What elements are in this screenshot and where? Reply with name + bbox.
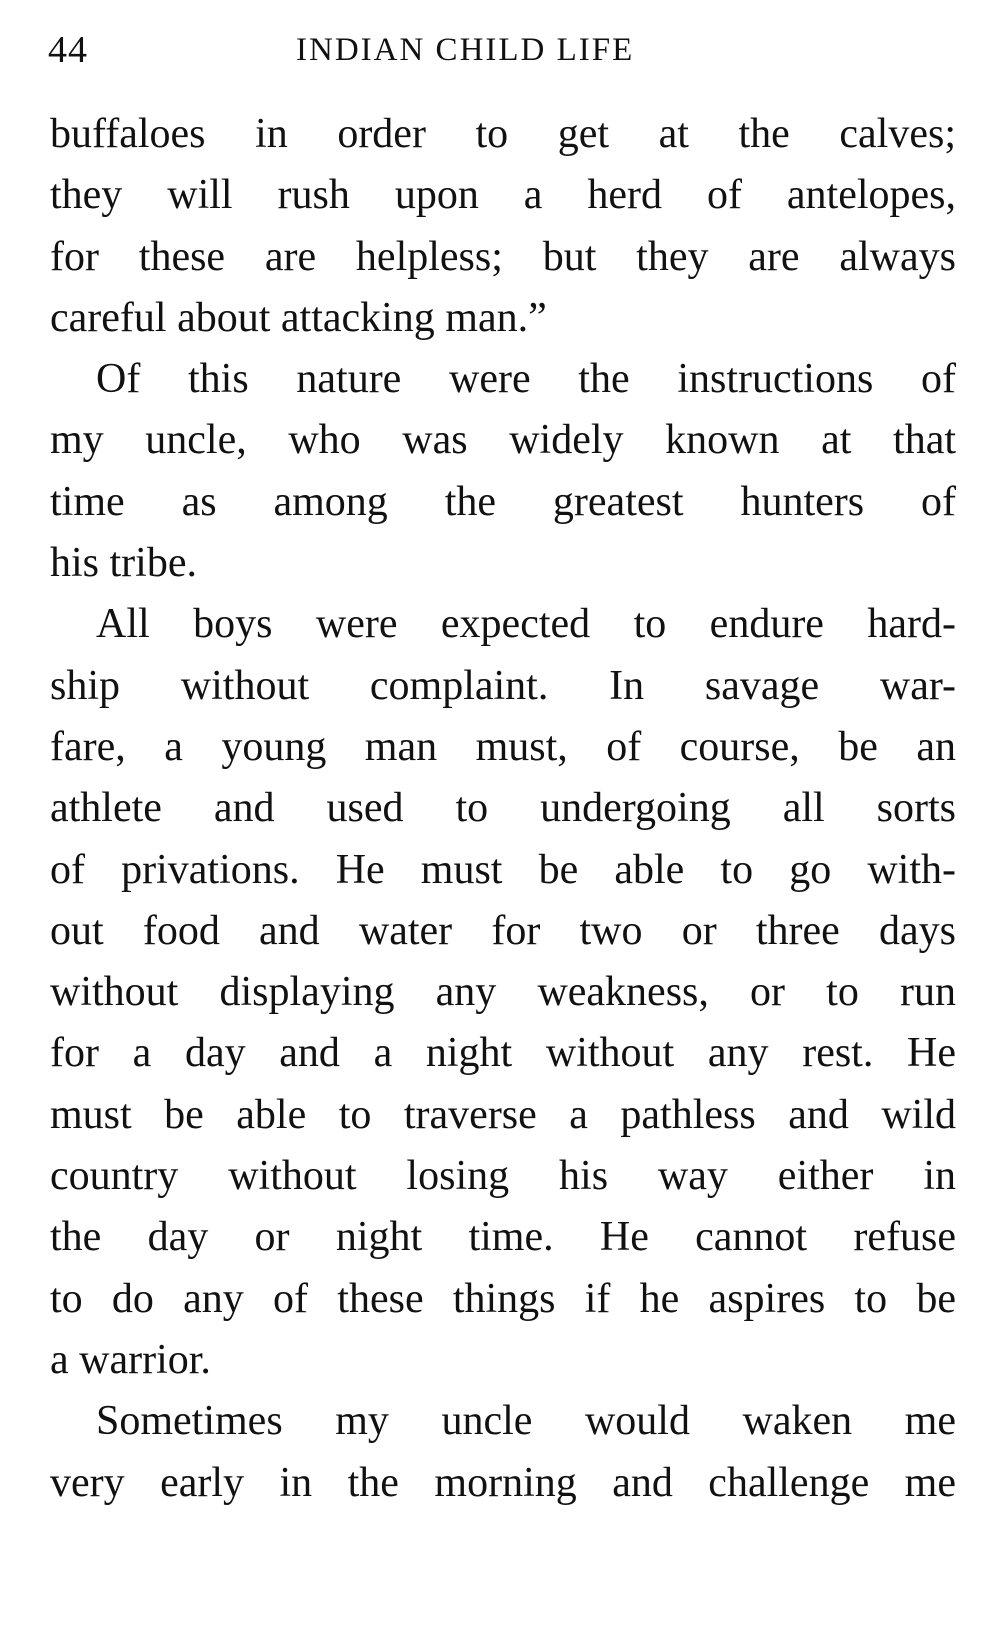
text-line: the day or night time. He cannot refuse <box>50 1214 956 1261</box>
text-line: All boys were expected to endure hard- <box>96 601 956 648</box>
body-text <box>50 104 956 1514</box>
text-line: Sometimes my uncle would waken me <box>96 1398 956 1445</box>
running-title: INDIAN CHILD LIFE <box>296 32 635 68</box>
text-line: to do any of these things if he aspires to be <box>50 1275 956 1322</box>
text-line: fare, a young man must, of course, be an <box>50 723 956 770</box>
text-line: out food and water for two or three days <box>50 907 956 954</box>
text-line: time as among the greatest hunters of <box>50 478 956 525</box>
text-line: a warrior. <box>50 1336 211 1383</box>
text-line: for a day and a night without any rest. He <box>50 1030 956 1077</box>
text-line: very early in the morning and challenge me <box>50 1459 956 1506</box>
text-line: ship without complaint. In savage war- <box>50 662 956 709</box>
page-header <box>48 28 952 78</box>
text-line: his tribe. <box>50 540 197 587</box>
text-line: Of this nature were the instructions of <box>96 356 956 403</box>
text-line: country without losing his way either in <box>50 1153 956 1200</box>
text-line: without displaying any weakness, or to run <box>50 969 956 1016</box>
text-line: athlete and used to undergoing all sorts <box>50 785 956 832</box>
text-line: my uncle, who was widely known at that <box>50 417 956 464</box>
text-line: for these are helpless; but they are always <box>50 233 956 280</box>
text-line: must be able to traverse a pathless and wild <box>50 1091 956 1138</box>
text-line: of privations. He must be able to go with- <box>50 846 956 893</box>
page-number: 44 <box>48 29 88 71</box>
text-line: careful about attacking man.” <box>50 294 547 341</box>
text-line: buffaloes in order to get at the calves; <box>50 111 956 157</box>
text-line: they will rush upon a herd of antelopes, <box>50 172 956 219</box>
